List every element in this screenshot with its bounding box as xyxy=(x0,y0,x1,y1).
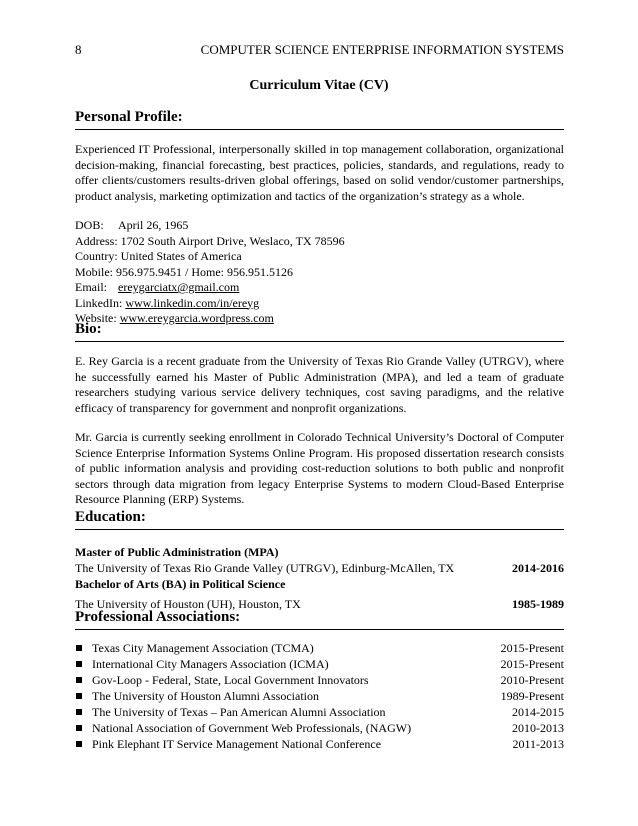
list-item xyxy=(75,720,564,736)
website-label: Website: xyxy=(75,311,117,325)
section-heading-education xyxy=(75,508,564,530)
associations-heading-text: Professional Associations: xyxy=(75,609,241,625)
association-years: 2015-Present xyxy=(500,641,564,655)
school-name: The University of Texas Rio Grande Valley (UTRGV), Edinburg-McAllen, TX xyxy=(75,561,455,575)
degree-title: Bachelor of Arts (BA) in Political Science xyxy=(75,577,286,591)
list-item xyxy=(75,736,564,752)
education-years: 2014-2016 xyxy=(512,561,564,575)
association-name: International City Managers Association (ICMA) xyxy=(92,657,329,671)
association-name: The University of Texas – Pan American Alumni Association xyxy=(92,705,386,719)
page-number: 8 xyxy=(75,42,82,57)
email-row xyxy=(75,280,564,296)
list-item xyxy=(75,704,564,720)
document-title: Curriculum Vitae (CV) xyxy=(249,78,389,93)
bio-heading-text: Bio: xyxy=(75,321,102,337)
running-title: COMPUTER SCIENCE ENTERPRISE INFORMATION SYSTEMS xyxy=(200,42,564,57)
mobile-value: 956.975.9451 / Home: 956.951.5126 xyxy=(116,264,293,279)
education-years: 1985-1989 xyxy=(512,597,564,611)
association-years: 1989-Present xyxy=(500,689,564,703)
association-years: 2010-Present xyxy=(500,673,564,687)
dob-row xyxy=(75,218,564,234)
website-link[interactable]: www.ereygarcia.wordpress.com xyxy=(119,311,274,325)
profile-heading-text: Personal Profile: xyxy=(75,109,183,125)
bio-paragraph-1: E. Rey Garcia is a recent graduate from the University of Texas Rio Grande Valley (UTRGV), where he successfully earned his Master of Public Administration (MPA), and led a team of graduate researchers studying various service delivery techniques, cost saving paradigms, and the relative efficacy of transparency for government and nonprofit organizations. xyxy=(75,354,564,415)
square-bullet-icon xyxy=(76,693,82,699)
linkedin-link[interactable]: www.linkedin.com/in/ereyg xyxy=(125,295,260,310)
square-bullet-icon xyxy=(76,741,82,747)
association-name: Gov-Loop - Federal, State, Local Government Innovators xyxy=(92,673,369,687)
school-name: The University of Houston (UH), Houston, TX xyxy=(75,597,301,611)
linkedin-label: LinkedIn: xyxy=(75,295,123,310)
address-row xyxy=(75,234,564,250)
personal-profile-section xyxy=(75,108,564,327)
list-item xyxy=(75,672,564,688)
section-heading-bio xyxy=(75,320,564,342)
dob-value: April 26, 1965 xyxy=(118,218,189,232)
section-heading-profile xyxy=(75,108,564,130)
list-item xyxy=(75,640,564,656)
association-name: Texas City Management Association (TCMA) xyxy=(92,641,314,655)
education-section xyxy=(75,508,564,612)
square-bullet-icon xyxy=(76,661,82,667)
association-years: 2011-2013 xyxy=(512,737,564,751)
email-label: Email: xyxy=(75,280,107,294)
square-bullet-icon xyxy=(76,725,82,731)
associations-list xyxy=(75,640,564,752)
association-years: 2015-Present xyxy=(500,657,564,671)
country-value: United States of America xyxy=(120,249,242,263)
education-list xyxy=(75,544,564,612)
association-years: 2010-2013 xyxy=(512,721,564,735)
association-name: Pink Elephant IT Service Management National Conference xyxy=(92,737,382,751)
address-label: Address: xyxy=(75,233,118,248)
address-value: 1702 South Airport Drive, Weslaco, TX 78596 xyxy=(120,233,345,248)
bio-section xyxy=(75,320,564,508)
section-heading-associations xyxy=(75,608,564,630)
square-bullet-icon xyxy=(76,709,82,715)
contact-details xyxy=(75,218,564,327)
association-years: 2014-2015 xyxy=(512,705,564,719)
country-label: Country: xyxy=(75,249,118,263)
dob-label: DOB: xyxy=(75,218,104,232)
profile-summary: Experienced IT Professional, interpersonally skilled in top management collaboration, organizational decision-making, financial forecasting, best practices, policies, standards, and regulations, ready to offer clients/customers results-driven global offerings, based on solid vendor/customer partnerships, product analysis, marketing optimization and tactics of the organization’s strategy as a whole. xyxy=(75,142,564,203)
education-entry xyxy=(75,560,564,576)
running-header xyxy=(75,42,564,58)
association-name: National Association of Government Web Professionals, (NAGW) xyxy=(92,721,412,735)
square-bullet-icon xyxy=(76,677,82,683)
bio-paragraph-2: Mr. Garcia is currently seeking enrollment in Colorado Technical University’s Doctoral of Computer Science Enterprise Information Systems Online Program. His proposed dissertation research consists of public information analysis and providing cost-reduction solutions to both public and nonprofit sectors through data migration from legacy Enterprise Systems to modern Cloud-Based Enterprise Resource Planning (ERP) Systems. xyxy=(75,430,564,506)
mobile-row xyxy=(75,265,564,281)
education-heading-text: Education: xyxy=(75,509,146,525)
square-bullet-icon xyxy=(76,645,82,651)
list-item xyxy=(75,656,564,672)
country-row xyxy=(75,249,564,265)
association-name: The University of Houston Alumni Association xyxy=(92,689,319,703)
associations-section xyxy=(75,608,564,752)
email-link[interactable]: ereygarciatx@gmail.com xyxy=(118,280,240,294)
mobile-label: Mobile: xyxy=(75,264,113,279)
list-item xyxy=(75,688,564,704)
linkedin-row xyxy=(75,296,564,312)
degree-title: Master of Public Administration (MPA) xyxy=(75,545,279,559)
